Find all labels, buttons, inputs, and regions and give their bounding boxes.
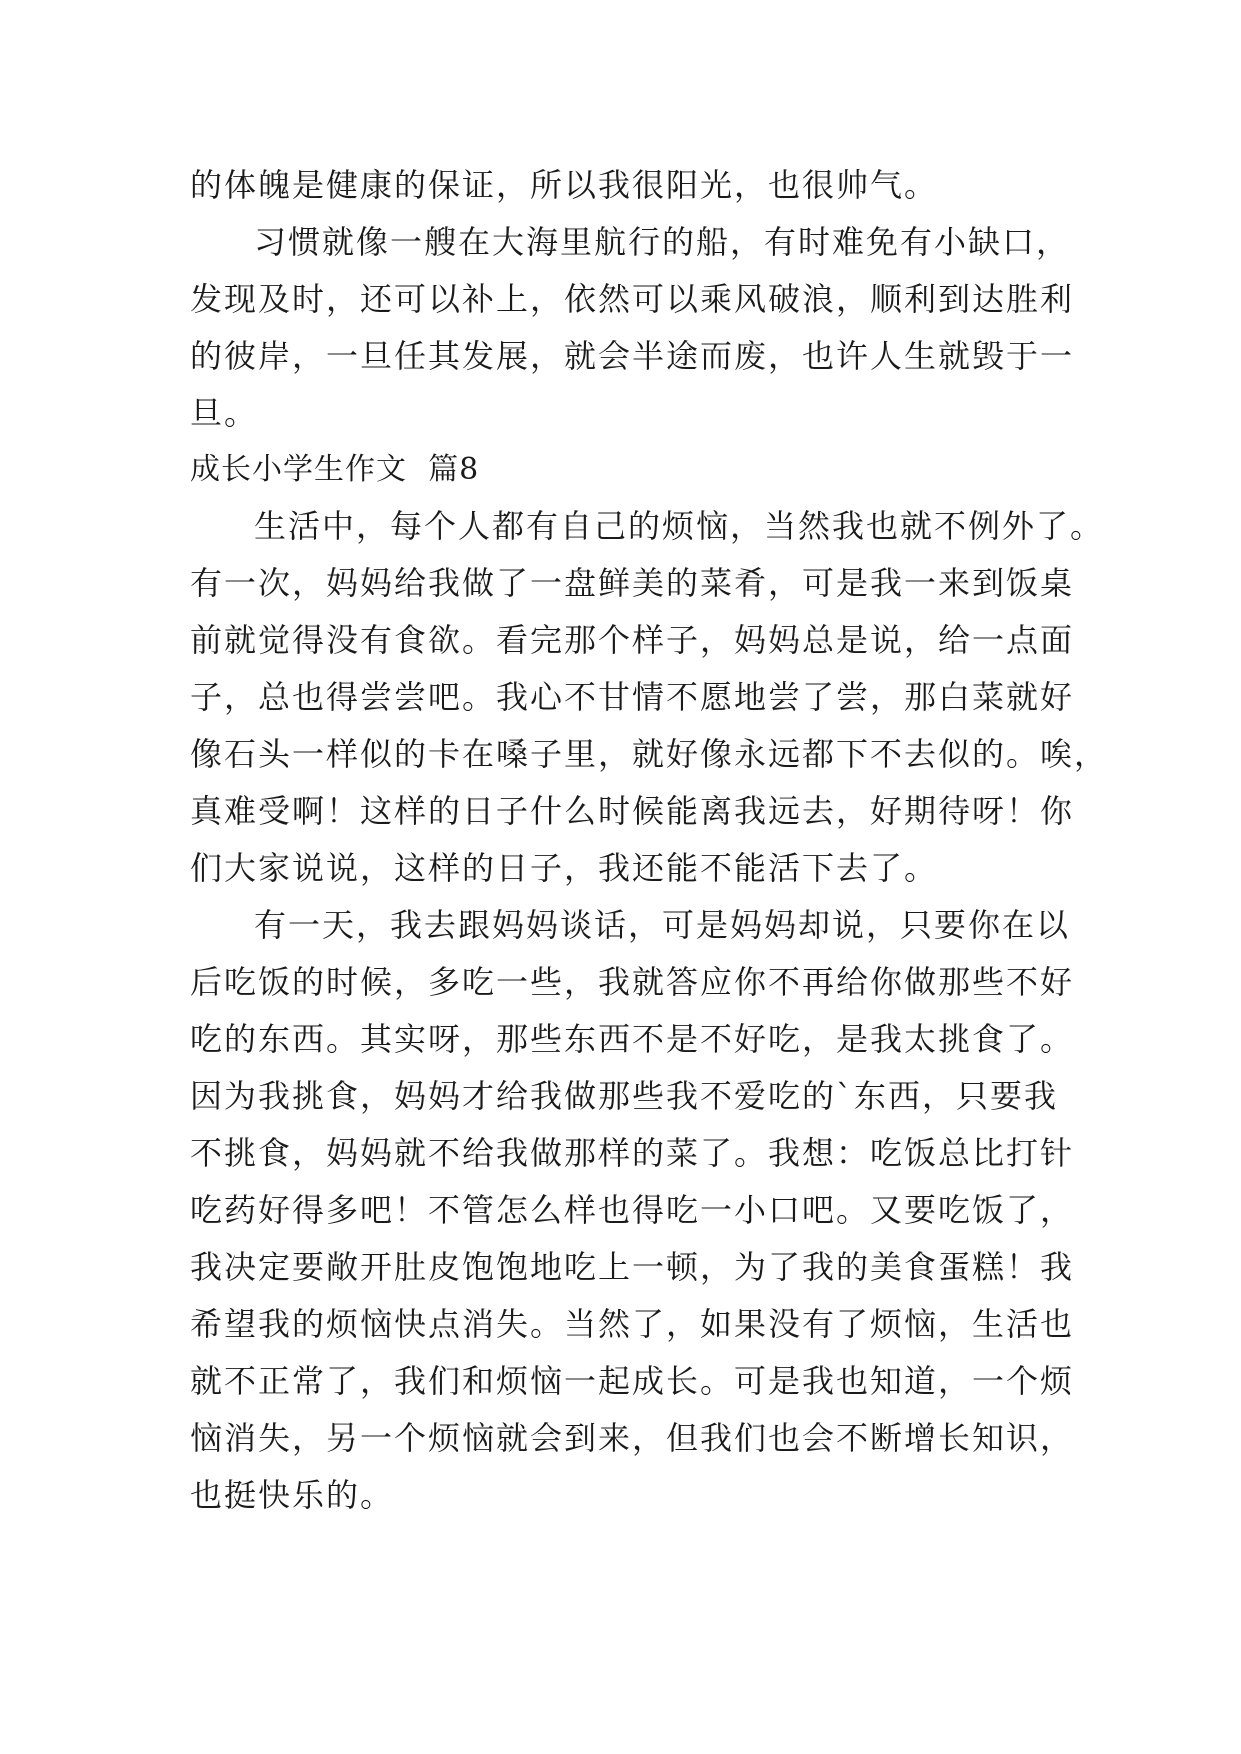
- text-line: 的体魄是健康的保证，所以我很阳光，也很帅气。: [190, 166, 939, 204]
- text-line: 吃的东西。其实呀，那些东西不是不好吃，是我太挑食了。: [190, 1020, 1075, 1058]
- text-line: 像石头一样似的卡在嗓子里，就好像永远都下不去似的。唉，: [190, 735, 1109, 773]
- text-line: 后吃饭的时候，多吃一些，我就答应你不再给你做那些不好: [190, 963, 1075, 1001]
- paragraph-talk: [190, 897, 1075, 1524]
- text-line: 旦。: [190, 394, 259, 432]
- text-line: 就不正常了，我们和烦恼一起成长。可是我也知道，一个烦: [190, 1362, 1075, 1400]
- text-line: 子，总也得尝尝吧。我心不甘情不愿地尝了尝，那白菜就好: [190, 678, 1075, 716]
- text-line: 真难受啊！这样的日子什么时候能离我远去，好期待呀！你: [190, 792, 1075, 830]
- text-line: 前就觉得没有食欲。看完那个样子，妈妈总是说，给一点面: [190, 621, 1075, 659]
- text-line: 吃药好得多吧！不管怎么样也得吃一小口吧。又要吃饭了，: [190, 1191, 1075, 1229]
- document-body: [190, 157, 1109, 1524]
- text-line: 恼消失，另一个烦恼就会到来，但我们也会不断增长知识，: [190, 1419, 1075, 1457]
- text-line: 希望我的烦恼快点消失。当然了，如果没有了烦恼，生活也: [190, 1305, 1075, 1343]
- text-line: 习惯就像一艘在大海里航行的船，有时难免有小缺口，: [254, 223, 1071, 261]
- text-line: 因为我挑食，妈妈才给我做那些我不爱吃的`东西，只要我: [190, 1077, 1059, 1115]
- text-line: 生活中，每个人都有自己的烦恼，当然我也就不例外了。: [254, 507, 1105, 545]
- text-line: 不挑食，妈妈就不给我做那样的菜了。我想：吃饭总比打针: [190, 1134, 1075, 1172]
- text-line: 们大家说说，这样的日子，我还能不能活下去了。: [190, 849, 939, 887]
- text-line: 有一天，我去跟妈妈谈话，可是妈妈却说，只要你在以: [254, 906, 1071, 944]
- paragraph-worry: [190, 498, 1109, 897]
- text-line: 有一次，妈妈给我做了一盘鲜美的菜肴，可是我一来到饭桌: [190, 564, 1075, 602]
- text-line: 发现及时，还可以补上，依然可以乘风破浪，顺利到达胜利: [190, 280, 1075, 318]
- section-heading: 成长小学生作文 篇8: [190, 452, 480, 487]
- text-line: 的彼岸，一旦任其发展，就会半途而废，也许人生就毁于一: [190, 337, 1075, 375]
- text-line: 也挺快乐的。: [190, 1476, 395, 1514]
- paragraph-habit: [190, 214, 1075, 442]
- paragraph-continued: [190, 157, 1070, 214]
- text-line: 我决定要敞开肚皮饱饱地吃上一顿，为了我的美食蛋糕！我: [190, 1248, 1075, 1286]
